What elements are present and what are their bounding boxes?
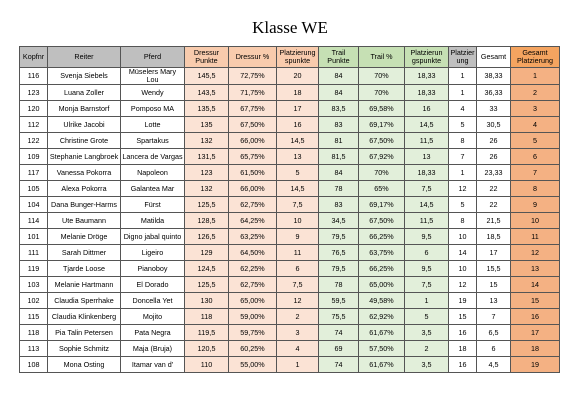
- cell-pl: 12: [449, 181, 477, 197]
- cell-tr: 81: [319, 133, 359, 149]
- cell-drpl: 7,5: [277, 197, 319, 213]
- cell-pl: 10: [449, 261, 477, 277]
- cell-gpl: 4: [511, 117, 560, 133]
- cell-pl: 1: [449, 165, 477, 181]
- column-header-pl: Platzier ung: [449, 47, 477, 68]
- cell-trp: 67,50%: [359, 213, 405, 229]
- cell-trp: 66,25%: [359, 261, 405, 277]
- column-header-trp: Trail %: [359, 47, 405, 68]
- cell-drp: 66,00%: [229, 181, 277, 197]
- cell-tr: 83: [319, 117, 359, 133]
- cell-pl: 4: [449, 101, 477, 117]
- cell-gpl: 14: [511, 277, 560, 293]
- cell-drpl: 2: [277, 309, 319, 325]
- cell-ges: 22: [477, 197, 511, 213]
- cell-pferd: Maja (Bruja): [121, 341, 185, 357]
- cell-gpl: 19: [511, 357, 560, 373]
- cell-ges: 23,33: [477, 165, 511, 181]
- column-header-trpl: Platzierun gspunkte: [405, 47, 449, 68]
- cell-drpl: 7,5: [277, 277, 319, 293]
- cell-trp: 70%: [359, 165, 405, 181]
- cell-gpl: 17: [511, 325, 560, 341]
- cell-drp: 59,75%: [229, 325, 277, 341]
- cell-drp: 65,75%: [229, 149, 277, 165]
- cell-dr: 132: [185, 181, 229, 197]
- cell-drp: 67,75%: [229, 101, 277, 117]
- cell-gpl: 12: [511, 245, 560, 261]
- cell-tr: 83: [319, 197, 359, 213]
- cell-dr: 129: [185, 245, 229, 261]
- cell-reiter: Tjarde Loose: [48, 261, 121, 277]
- cell-pferd: Itamar van d': [121, 357, 185, 373]
- cell-kopf: 104: [20, 197, 48, 213]
- cell-reiter: Sophie Schmitz: [48, 341, 121, 357]
- cell-dr: 135,5: [185, 101, 229, 117]
- cell-tr: 34,5: [319, 213, 359, 229]
- cell-tr: 84: [319, 85, 359, 101]
- cell-reiter: Luana Zoller: [48, 85, 121, 101]
- cell-pferd: Pomposo MA: [121, 101, 185, 117]
- table-row: [20, 245, 560, 261]
- cell-kopf: 101: [20, 229, 48, 245]
- cell-drp: 72,75%: [229, 68, 277, 85]
- cell-trpl: 18,33: [405, 68, 449, 85]
- cell-reiter: Sarah Dittmer: [48, 245, 121, 261]
- cell-pl: 16: [449, 325, 477, 341]
- cell-ges: 4,5: [477, 357, 511, 373]
- table-row: [20, 357, 560, 373]
- cell-drpl: 13: [277, 149, 319, 165]
- cell-dr: 125,5: [185, 277, 229, 293]
- cell-tr: 79,5: [319, 261, 359, 277]
- cell-pferd: Digno jabal quinto: [121, 229, 185, 245]
- cell-gpl: 1: [511, 68, 560, 85]
- cell-reiter: Melanie Dröge: [48, 229, 121, 245]
- cell-drp: 61,50%: [229, 165, 277, 181]
- cell-drp: 64,25%: [229, 213, 277, 229]
- cell-gpl: 16: [511, 309, 560, 325]
- cell-pl: 18: [449, 341, 477, 357]
- cell-ges: 17: [477, 245, 511, 261]
- cell-reiter: Mona Osting: [48, 357, 121, 373]
- column-header-reiter: Reiter: [48, 47, 121, 68]
- table-row: [20, 309, 560, 325]
- table-row: [20, 117, 560, 133]
- cell-trp: 65%: [359, 181, 405, 197]
- cell-ges: 26: [477, 149, 511, 165]
- cell-trpl: 18,33: [405, 85, 449, 101]
- cell-pl: 8: [449, 133, 477, 149]
- cell-trpl: 14,5: [405, 117, 449, 133]
- cell-dr: 131,5: [185, 149, 229, 165]
- cell-reiter: Ulrike Jacobi: [48, 117, 121, 133]
- cell-tr: 75,5: [319, 309, 359, 325]
- cell-ges: 6,5: [477, 325, 511, 341]
- cell-kopf: 102: [20, 293, 48, 309]
- cell-trpl: 3,5: [405, 357, 449, 373]
- table-row: [20, 149, 560, 165]
- cell-kopf: 109: [20, 149, 48, 165]
- table-row: [20, 181, 560, 197]
- cell-dr: 119,5: [185, 325, 229, 341]
- cell-dr: 132: [185, 133, 229, 149]
- cell-pferd: Lotte: [121, 117, 185, 133]
- cell-drp: 62,75%: [229, 197, 277, 213]
- cell-drpl: 17: [277, 101, 319, 117]
- cell-trpl: 3,5: [405, 325, 449, 341]
- table-row: [20, 85, 560, 101]
- cell-reiter: Stephanie Langbroek: [48, 149, 121, 165]
- cell-pferd: Lancera de Vargas: [121, 149, 185, 165]
- cell-reiter: Claudia Sperrhake: [48, 293, 121, 309]
- cell-pferd: Pianoboy: [121, 261, 185, 277]
- cell-dr: 145,5: [185, 68, 229, 85]
- cell-trpl: 7,5: [405, 181, 449, 197]
- cell-trp: 65,00%: [359, 277, 405, 293]
- cell-gpl: 10: [511, 213, 560, 229]
- cell-ges: 13: [477, 293, 511, 309]
- cell-dr: 118: [185, 309, 229, 325]
- cell-kopf: 114: [20, 213, 48, 229]
- cell-pl: 14: [449, 245, 477, 261]
- cell-kopf: 111: [20, 245, 48, 261]
- cell-drpl: 12: [277, 293, 319, 309]
- cell-dr: 125,5: [185, 197, 229, 213]
- cell-dr: 135: [185, 117, 229, 133]
- cell-dr: 126,5: [185, 229, 229, 245]
- cell-pferd: Galantea Mar: [121, 181, 185, 197]
- cell-pl: 19: [449, 293, 477, 309]
- cell-pl: 12: [449, 277, 477, 293]
- cell-ges: 26: [477, 133, 511, 149]
- table-row: [20, 341, 560, 357]
- cell-trpl: 14,5: [405, 197, 449, 213]
- cell-gpl: 9: [511, 197, 560, 213]
- table-row: [20, 133, 560, 149]
- cell-drpl: 5: [277, 165, 319, 181]
- cell-reiter: Claudia Klinkenberg: [48, 309, 121, 325]
- cell-trpl: 11,5: [405, 133, 449, 149]
- cell-dr: 124,5: [185, 261, 229, 277]
- cell-tr: 69: [319, 341, 359, 357]
- cell-drp: 66,00%: [229, 133, 277, 149]
- cell-drpl: 3: [277, 325, 319, 341]
- cell-pl: 7: [449, 149, 477, 165]
- cell-reiter: Ute Baumann: [48, 213, 121, 229]
- cell-drp: 60,25%: [229, 341, 277, 357]
- column-header-drp: Dressur %: [229, 47, 277, 68]
- column-header-kopf: Kopfnr: [20, 47, 48, 68]
- cell-ges: 21,5: [477, 213, 511, 229]
- cell-pl: 8: [449, 213, 477, 229]
- cell-dr: 123: [185, 165, 229, 181]
- cell-pferd: Pata Negra: [121, 325, 185, 341]
- cell-reiter: Svenja Siebels: [48, 68, 121, 85]
- column-header-pferd: Pferd: [121, 47, 185, 68]
- cell-gpl: 15: [511, 293, 560, 309]
- cell-trp: 66,25%: [359, 229, 405, 245]
- column-header-tr: Trail Punkte: [319, 47, 359, 68]
- cell-pl: 1: [449, 68, 477, 85]
- cell-gpl: 3: [511, 101, 560, 117]
- cell-drpl: 10: [277, 213, 319, 229]
- cell-trp: 67,50%: [359, 133, 405, 149]
- cell-reiter: Vanessa Pokorra: [48, 165, 121, 181]
- cell-drpl: 4: [277, 341, 319, 357]
- cell-drpl: 6: [277, 261, 319, 277]
- table-body: [20, 68, 560, 373]
- cell-reiter: Pia Talin Petersen: [48, 325, 121, 341]
- cell-tr: 76,5: [319, 245, 359, 261]
- cell-gpl: 8: [511, 181, 560, 197]
- cell-kopf: 118: [20, 325, 48, 341]
- cell-ges: 30,5: [477, 117, 511, 133]
- cell-kopf: 123: [20, 85, 48, 101]
- cell-drp: 59,00%: [229, 309, 277, 325]
- cell-drp: 63,25%: [229, 229, 277, 245]
- cell-pferd: El Dorado: [121, 277, 185, 293]
- cell-kopf: 117: [20, 165, 48, 181]
- cell-gpl: 7: [511, 165, 560, 181]
- cell-dr: 143,5: [185, 85, 229, 101]
- cell-trpl: 11,5: [405, 213, 449, 229]
- cell-trp: 70%: [359, 68, 405, 85]
- cell-pl: 5: [449, 117, 477, 133]
- cell-reiter: Monja Barnstorf: [48, 101, 121, 117]
- cell-tr: 84: [319, 165, 359, 181]
- document-title: Klasse WE: [252, 18, 328, 37]
- table-header-row: [20, 47, 560, 68]
- cell-gpl: 6: [511, 149, 560, 165]
- results-table: [19, 46, 560, 373]
- cell-trp: 62,92%: [359, 309, 405, 325]
- cell-pferd: Spartakus: [121, 133, 185, 149]
- column-header-dr: Dressur Punkte: [185, 47, 229, 68]
- cell-trpl: 7,5: [405, 277, 449, 293]
- cell-gpl: 13: [511, 261, 560, 277]
- table-row: [20, 325, 560, 341]
- cell-drpl: 9: [277, 229, 319, 245]
- cell-drp: 65,00%: [229, 293, 277, 309]
- cell-kopf: 115: [20, 309, 48, 325]
- cell-pl: 1: [449, 85, 477, 101]
- cell-ges: 22: [477, 181, 511, 197]
- cell-drpl: 11: [277, 245, 319, 261]
- cell-ges: 6: [477, 341, 511, 357]
- cell-trp: 69,17%: [359, 197, 405, 213]
- cell-tr: 74: [319, 357, 359, 373]
- cell-ges: 36,33: [477, 85, 511, 101]
- cell-pl: 10: [449, 229, 477, 245]
- cell-kopf: 103: [20, 277, 48, 293]
- table-row: [20, 229, 560, 245]
- cell-drp: 62,75%: [229, 277, 277, 293]
- cell-drpl: 1: [277, 357, 319, 373]
- cell-dr: 130: [185, 293, 229, 309]
- cell-trp: 63,75%: [359, 245, 405, 261]
- cell-pferd: Müselers Mary Lou: [121, 68, 185, 85]
- cell-kopf: 108: [20, 357, 48, 373]
- cell-gpl: 5: [511, 133, 560, 149]
- cell-trpl: 16: [405, 101, 449, 117]
- cell-drp: 64,50%: [229, 245, 277, 261]
- cell-drpl: 14,5: [277, 181, 319, 197]
- cell-trp: 61,67%: [359, 325, 405, 341]
- cell-pl: 15: [449, 309, 477, 325]
- cell-trpl: 9,5: [405, 229, 449, 245]
- cell-trpl: 18,33: [405, 165, 449, 181]
- table-row: [20, 261, 560, 277]
- cell-trp: 67,92%: [359, 149, 405, 165]
- cell-trp: 69,58%: [359, 101, 405, 117]
- cell-reiter: Melanie Hartmann: [48, 277, 121, 293]
- cell-gpl: 2: [511, 85, 560, 101]
- cell-trpl: 6: [405, 245, 449, 261]
- cell-pferd: Matilda: [121, 213, 185, 229]
- cell-drpl: 16: [277, 117, 319, 133]
- cell-reiter: Dana Bunger-Harms: [48, 197, 121, 213]
- cell-kopf: 112: [20, 117, 48, 133]
- cell-pferd: Wendy: [121, 85, 185, 101]
- cell-ges: 33: [477, 101, 511, 117]
- column-header-drpl: Platzierung spunkte: [277, 47, 319, 68]
- table-row: [20, 101, 560, 117]
- cell-reiter: Alexa Pokorra: [48, 181, 121, 197]
- cell-drp: 55,00%: [229, 357, 277, 373]
- cell-pferd: Napoleon: [121, 165, 185, 181]
- cell-tr: 74: [319, 325, 359, 341]
- cell-drpl: 20: [277, 68, 319, 85]
- cell-tr: 83,5: [319, 101, 359, 117]
- cell-trpl: 2: [405, 341, 449, 357]
- cell-trp: 69,17%: [359, 117, 405, 133]
- table-row: [20, 277, 560, 293]
- cell-ges: 18,5: [477, 229, 511, 245]
- column-header-gpl: Gesamt Platzierung: [511, 47, 560, 68]
- cell-pl: 5: [449, 197, 477, 213]
- table-row: [20, 197, 560, 213]
- cell-trp: 57,50%: [359, 341, 405, 357]
- column-header-ges: Gesamt: [477, 47, 511, 68]
- cell-trpl: 13: [405, 149, 449, 165]
- cell-drp: 62,25%: [229, 261, 277, 277]
- cell-pl: 16: [449, 357, 477, 373]
- cell-trpl: 9,5: [405, 261, 449, 277]
- cell-pferd: Fürst: [121, 197, 185, 213]
- cell-pferd: Doncella Yet: [121, 293, 185, 309]
- cell-ges: 15,5: [477, 261, 511, 277]
- cell-trp: 49,58%: [359, 293, 405, 309]
- table-row: [20, 68, 560, 85]
- cell-dr: 128,5: [185, 213, 229, 229]
- cell-kopf: 119: [20, 261, 48, 277]
- cell-tr: 78: [319, 181, 359, 197]
- cell-kopf: 116: [20, 68, 48, 85]
- cell-kopf: 113: [20, 341, 48, 357]
- cell-trpl: 1: [405, 293, 449, 309]
- cell-trpl: 5: [405, 309, 449, 325]
- table-row: [20, 165, 560, 181]
- cell-drpl: 18: [277, 85, 319, 101]
- cell-kopf: 105: [20, 181, 48, 197]
- cell-trp: 70%: [359, 85, 405, 101]
- cell-ges: 38,33: [477, 68, 511, 85]
- cell-drp: 71,75%: [229, 85, 277, 101]
- cell-gpl: 11: [511, 229, 560, 245]
- cell-kopf: 120: [20, 101, 48, 117]
- cell-trp: 61,67%: [359, 357, 405, 373]
- table-row: [20, 213, 560, 229]
- cell-tr: 81,5: [319, 149, 359, 165]
- cell-dr: 120,5: [185, 341, 229, 357]
- cell-kopf: 122: [20, 133, 48, 149]
- cell-pferd: Ligeiro: [121, 245, 185, 261]
- cell-gpl: 18: [511, 341, 560, 357]
- cell-tr: 79,5: [319, 229, 359, 245]
- cell-drp: 67,50%: [229, 117, 277, 133]
- cell-tr: 84: [319, 68, 359, 85]
- cell-tr: 59,5: [319, 293, 359, 309]
- cell-dr: 110: [185, 357, 229, 373]
- cell-pferd: Mojito: [121, 309, 185, 325]
- table-row: [20, 293, 560, 309]
- cell-drpl: 14,5: [277, 133, 319, 149]
- cell-reiter: Christine Grote: [48, 133, 121, 149]
- cell-tr: 78: [319, 277, 359, 293]
- cell-ges: 7: [477, 309, 511, 325]
- cell-ges: 15: [477, 277, 511, 293]
